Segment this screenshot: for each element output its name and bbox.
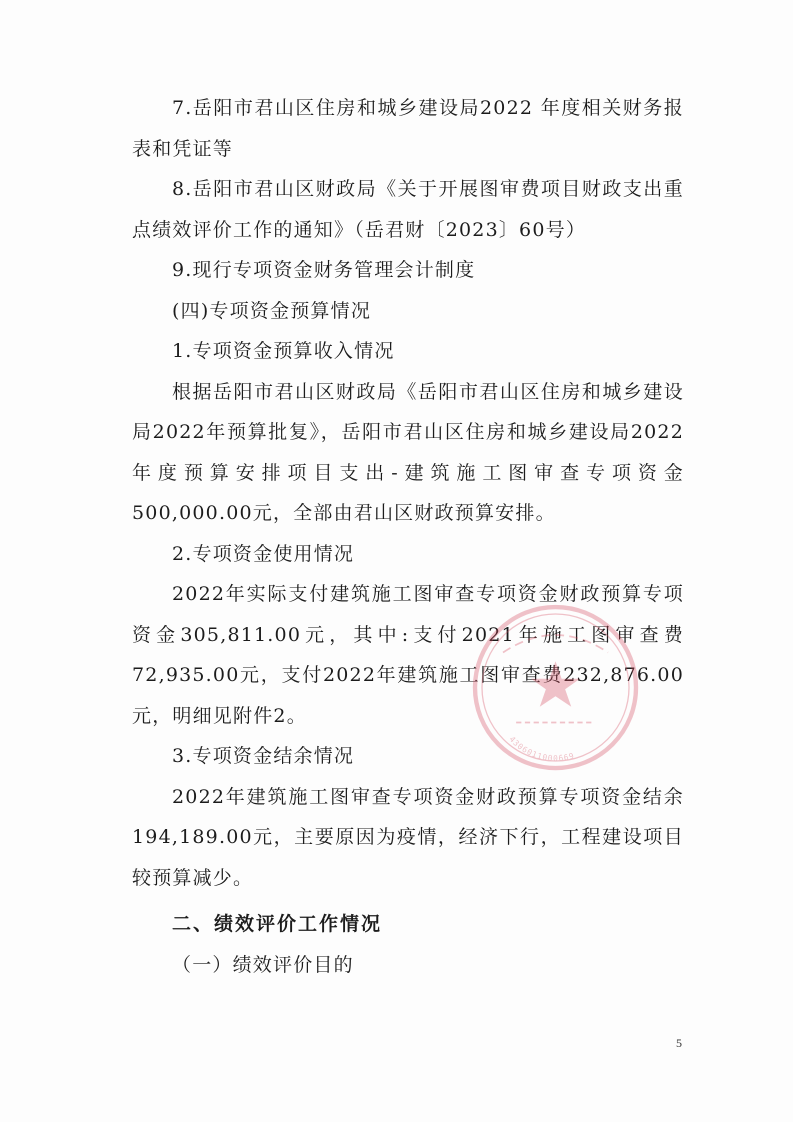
fund-balance-paragraph: 2022年建筑施工图审查专项资金财政预算专项资金结余194,189.00元，主要原因为疫情，经济下行，工程建设项目较预算减少。	[132, 785, 684, 889]
subsection-3-heading: 3.专项资金结余情况	[172, 745, 355, 767]
subsection-2-heading: 2.专项资金使用情况	[172, 542, 355, 565]
subsection-1-heading: 1.专项资金预算收入情况	[172, 340, 395, 362]
document-body	[132, 88, 684, 985]
fund-usage-paragraph: 2022年实际支付建筑施工图审查专项资金财政预算专项资金305,811.00元，其中:支付2021年施工图审查费72,935.00元，支付2022年建筑施工图审查费232,876.00元，明细见附件2。	[132, 583, 684, 727]
section-4-heading: (四)专项资金预算情况	[172, 299, 372, 322]
paragraph-9-accounting-system: 9.现行专项资金财务管理会计制度	[172, 259, 476, 281]
budget-income-paragraph: 根据岳阳市君山区财政局《岳阳市君山区住房和城乡建设局2022年预算批复》，岳阳市君山区住房和城乡建设局2022年度预算安排项目支出-建筑施工图审查专项资金500,000.00元，全部由君山区财政预算安排。	[132, 380, 684, 524]
paragraph-8-notice: 8.岳阳市君山区财政局《关于开展图审费项目财政支出重点绩效评价工作的通知》（岳君财〔2023〕60号）	[132, 178, 684, 241]
seal-serial: 4306011000669	[507, 734, 576, 763]
page-number: 5	[676, 1036, 682, 1050]
evaluation-purpose-heading: （一）绩效评价目的	[172, 953, 354, 976]
paragraph-7-financial-reports: 7.岳阳市君山区住房和城乡建设局2022 年度相关财务报表和凭证等	[132, 97, 684, 160]
chapter-2-heading: 二、绩效评价工作情况	[172, 913, 383, 935]
